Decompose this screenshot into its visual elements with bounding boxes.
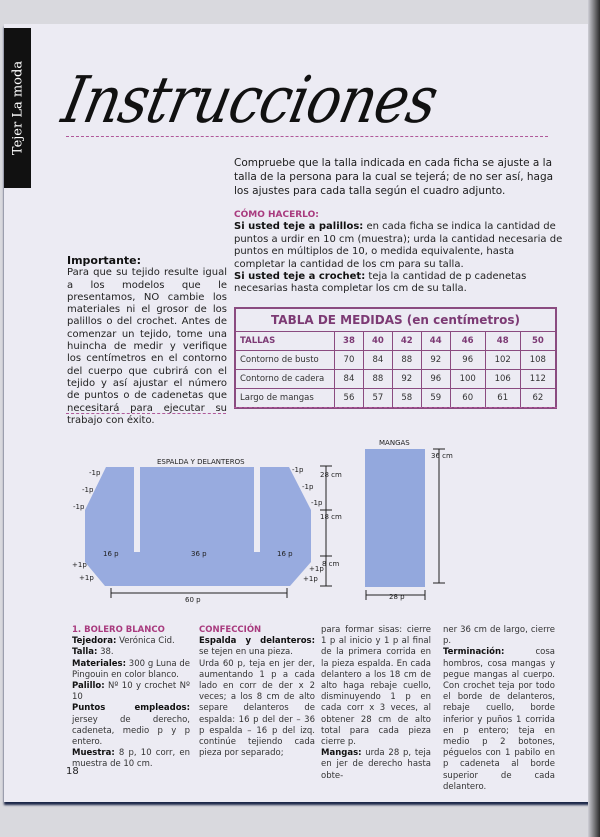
table-header-cell: 38 xyxy=(335,332,364,351)
table-cell: 58 xyxy=(392,389,421,409)
table-row xyxy=(235,389,556,409)
table-cell: 62 xyxy=(520,389,556,409)
table-cell: 88 xyxy=(363,370,392,389)
paragraph-key: Espalda y delanteros: xyxy=(199,636,315,647)
decrease-label: -1p xyxy=(302,483,314,491)
table-cell: 92 xyxy=(421,351,450,370)
palillos-label: Si usted teje a palillos: xyxy=(234,221,364,233)
table-cell: 88 xyxy=(392,351,421,370)
table-cell: 61 xyxy=(485,389,520,409)
title-divider xyxy=(66,136,548,137)
info-value: 8 p, 10 corr, en muestra de 10 cm. xyxy=(72,748,190,770)
table-cell: Contorno de busto xyxy=(235,351,335,370)
table-cell: 57 xyxy=(363,389,392,409)
column-4 xyxy=(443,625,555,793)
height-label: 8 cm xyxy=(322,560,340,568)
info-value: Verónica Cid. xyxy=(116,636,175,647)
table-cell: 70 xyxy=(335,351,364,370)
section-tab-label: Tejer La moda xyxy=(10,60,25,156)
increase-label: +1p xyxy=(79,574,94,582)
palillos-paragraph xyxy=(234,221,564,271)
table-header-row xyxy=(235,332,556,351)
paragraph-key: Mangas: xyxy=(321,748,362,759)
palillos-text: en cada ficha se indica la cantidad de puntos a urdir en 10 cm (muestra); urda la cantidad necesaria de puntos en múltiplos de 10, o medida equivalente, hasta completar la cantidad de los cm para su talla. xyxy=(234,221,563,270)
column-1 xyxy=(72,625,190,771)
height-label: 28 cm xyxy=(320,471,342,479)
crochet-paragraph xyxy=(234,271,564,296)
pattern-shape xyxy=(85,467,314,586)
column-3 xyxy=(321,625,431,782)
page-title: Instrucciones xyxy=(56,63,444,138)
table-divider xyxy=(234,407,557,408)
crochet-text: teja la cantidad de p cadenetas necesarias hasta completar los cm de su talla. xyxy=(234,271,527,295)
table-header-cell: 46 xyxy=(450,332,485,351)
table-cell: 84 xyxy=(335,370,364,389)
sleeve-shape xyxy=(365,449,425,587)
table-cell: 56 xyxy=(335,389,364,409)
decrease-label: -1p xyxy=(292,466,304,474)
info-value: jersey de derecho, cadeneta, medio p y p entero. xyxy=(72,714,190,748)
table-header-cell: 44 xyxy=(421,332,450,351)
info-line xyxy=(72,681,190,703)
table-header-cell: 42 xyxy=(392,332,421,351)
paragraph xyxy=(321,748,431,782)
info-key: Puntos empleados: xyxy=(72,703,190,714)
sleeve-height-label: 36 cm xyxy=(431,452,453,460)
info-key: Materiales: xyxy=(72,658,127,669)
height-label: 18 cm xyxy=(320,513,342,521)
table-cell: 108 xyxy=(520,351,556,370)
section-label: 16 p xyxy=(103,550,119,558)
table-cell: 100 xyxy=(450,370,485,389)
sleeve-diagram-title: MANGAS xyxy=(379,439,410,447)
table-cell: 84 xyxy=(363,351,392,370)
table-header-cell: 40 xyxy=(363,332,392,351)
important-box xyxy=(67,255,227,427)
intro-text: Compruebe que la talla indicada en cada ficha se ajuste a la talla de la persona para la cual se tejerá; de no ser así, haga los ajustes para cada talla según el cuadro adjunto. xyxy=(234,157,554,197)
info-line xyxy=(72,748,190,770)
project-title: 1. BOLERO BLANCO xyxy=(72,625,165,635)
info-line xyxy=(72,636,190,647)
paragraph-text: urda 28 p, teja en jer de derecho hasta obte- xyxy=(321,748,431,781)
section-label: 16 p xyxy=(277,550,293,558)
confection-heading: CONFECCIÓN xyxy=(199,625,262,635)
paragraph: ner 36 cm de largo, cierre p. xyxy=(443,625,555,647)
info-value: Nº 10 y crochet Nº 10 xyxy=(72,681,190,703)
table-cell: 60 xyxy=(450,389,485,409)
decrease-label: -1p xyxy=(82,486,94,494)
decrease-label: -1p xyxy=(311,499,323,507)
section-tab xyxy=(4,28,31,188)
table-cell: 96 xyxy=(450,351,485,370)
info-line xyxy=(72,659,190,681)
table-cell: 102 xyxy=(485,351,520,370)
paragraph: para formar sisas: cierre 1 p al inicio y 1 p al final de la primera corrida en la pieza espalda. En cada delantero a los 18 cm de alto haga rebaje cuello, disminuyendo 1 p en cada corr x 3 veces, al obtener 28 cm de alto total para cada pieza cierre p. xyxy=(321,625,431,748)
page-number: 18 xyxy=(66,766,79,777)
paragraph xyxy=(199,636,315,658)
crochet-label: Si usted teje a crochet: xyxy=(234,271,366,283)
column-2 xyxy=(199,625,315,759)
paragraph-text: se tejen en una pieza. xyxy=(199,647,293,658)
table-cell: 112 xyxy=(520,370,556,389)
increase-label: +1p xyxy=(303,575,318,583)
table-row xyxy=(235,370,556,389)
decrease-label: -1p xyxy=(89,469,101,477)
table-cell: 96 xyxy=(421,370,450,389)
paragraph xyxy=(443,647,555,793)
back-front-diagram xyxy=(60,440,350,615)
paragraph-text: cosa hombros, cosa mangas y pegue mangas al cuerpo. Con crochet teja por todo el borde de delanteros, rebaje cuello, borde inferior y puños 1 corrida en p entero; teja en medio p 2 botones, péguelos con 1 pabilo en p cadeneta al borde superior de cada delantero. xyxy=(443,647,555,792)
table-cell: 59 xyxy=(421,389,450,409)
width-label: 60 p xyxy=(185,596,201,604)
info-line xyxy=(72,647,190,658)
info-line xyxy=(72,703,190,748)
info-key: Tejedora: xyxy=(72,636,117,647)
table-header-cell: TALLAS xyxy=(235,332,335,351)
how-to-section xyxy=(234,209,564,296)
table-header-cell: 50 xyxy=(520,332,556,351)
info-value: 300 g Luna de Pingouin en color blanco. xyxy=(72,658,190,680)
table-cell: Largo de mangas xyxy=(235,389,335,409)
info-key: Palillo: xyxy=(72,681,105,692)
page-spine xyxy=(588,0,600,837)
how-to-label: CÓMO HACERLO: xyxy=(234,210,319,220)
info-value: 38. xyxy=(97,647,114,658)
increase-label: +1p xyxy=(309,565,324,573)
paragraph-key: Terminación: xyxy=(443,647,505,658)
important-text: Para que su tejido resulte igual a los modelos que le presentamos, NO cambie los materiales ni el grosor de los palillos o del crochet. Antes de comenzar un tejido, tome una huincha de medir y verifique los centímetros en el contorno del cuerpo que cubrirá con el tejido y así ajustar el número de puntos o de cadenetas que necesitará para ejecutar su trabajo con éxito. xyxy=(67,267,227,426)
table-cell: Contorno de cadera xyxy=(235,370,335,389)
info-key: Talla: xyxy=(72,647,98,658)
important-divider xyxy=(66,413,226,414)
important-heading: Importante: xyxy=(67,254,142,267)
paragraph: Urda 60 p, teja en jer der, aumentando 1 p a cada lado en corr de der x 2 veces; a los 8 cm de alto separe delanteros de espalda: 16 p del der – 36 p espalda – 16 p del izq. continúe tejiendo cada pieza por separado; xyxy=(199,658,315,759)
table-caption: TABLA DE MEDIDAS (en centímetros) xyxy=(235,308,556,332)
decrease-label: -1p xyxy=(73,503,85,511)
info-key: Muestra: xyxy=(72,748,115,759)
section-label: 36 p xyxy=(191,550,207,558)
sleeve-diagram xyxy=(360,445,470,605)
table-header-cell: 48 xyxy=(485,332,520,351)
table-cell: 92 xyxy=(392,370,421,389)
table-row xyxy=(235,351,556,370)
increase-label: +1p xyxy=(72,561,87,569)
size-table xyxy=(234,307,557,409)
sleeve-width-label: 28 p xyxy=(389,593,405,601)
back-diagram-title: ESPALDA Y DELANTEROS xyxy=(157,458,245,466)
table-cell: 106 xyxy=(485,370,520,389)
